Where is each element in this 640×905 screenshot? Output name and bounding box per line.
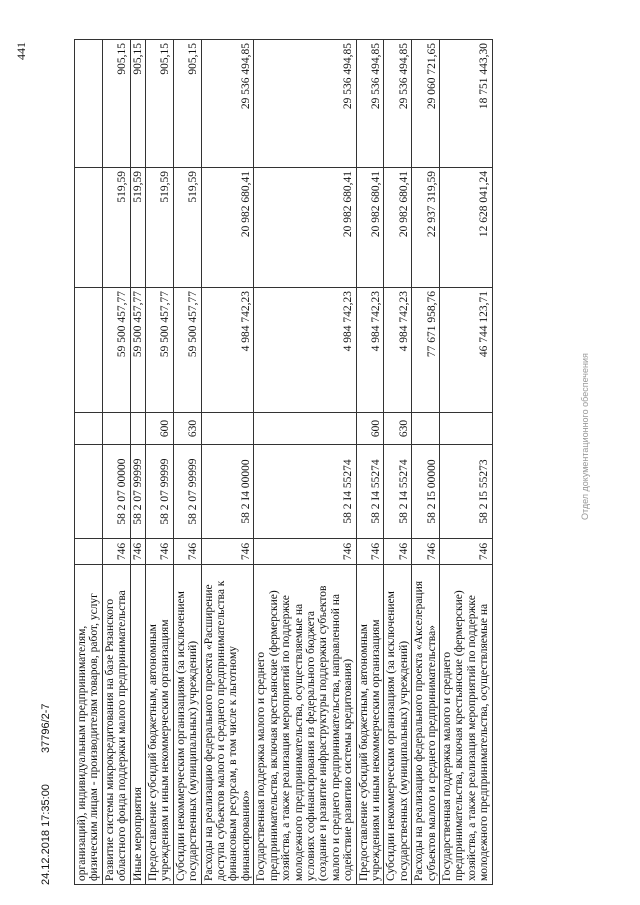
row-sum-1: 4 984 742,23	[356, 288, 384, 413]
row-sum-3: 905,15	[146, 40, 174, 168]
row-sum-1: 59 500 457,77	[102, 288, 130, 413]
footer-datetime: 24.12.2018 17:35:00	[40, 784, 52, 885]
table-row	[130, 40, 145, 885]
row-sum-2: 20 982 680,41	[384, 168, 412, 288]
row-name: Субсидии некоммерческим организациям (за исключением государственных (муниципальных) учреждений)	[173, 565, 201, 885]
row-sum-2: 20 982 680,41	[356, 168, 384, 288]
row-vr: 630	[384, 413, 412, 445]
row-sum-1: 59 500 457,77	[130, 288, 145, 413]
row-sum-2: 519,59	[130, 168, 145, 288]
row-csr: 58 2 07 99999	[146, 445, 174, 539]
row-sum-1: 77 671 958,76	[412, 288, 440, 413]
row-ved: 746	[130, 539, 145, 565]
row-sum-3: 29 536 494,85	[254, 40, 356, 168]
row-name: Расходы на реализацию федерального проекта «Акселерация субъектов малого и среднего предпринимательства»	[412, 565, 440, 885]
row-name: Предоставление субсидий бюджетным, автономным учреждениям и иным некоммерческим организациям	[356, 565, 384, 885]
row-ved: 746	[102, 539, 130, 565]
table-row	[412, 40, 440, 885]
row-csr: 58 2 I4 55274	[356, 445, 384, 539]
row-sum-2: 519,59	[146, 168, 174, 288]
table-row	[254, 40, 356, 885]
row-sum-1	[75, 288, 103, 413]
row-csr: 58 2 I4 55274	[254, 445, 356, 539]
row-csr: 58 2 07 00000	[102, 445, 130, 539]
row-name: Субсидии некоммерческим организациям (за исключением государственных (муниципальных) учреждений)	[384, 565, 412, 885]
row-ved: 746	[439, 539, 492, 565]
row-ved: 746	[356, 539, 384, 565]
table-row	[439, 40, 492, 885]
row-sum-3: 29 536 494,85	[384, 40, 412, 168]
row-name: Государственная поддержка малого и среднего предпринимательства, включая крестьянские (фермерские) хозяйства, а также реализация мероприятий по поддержке молодежного предпринимательства, осуществляемые на условиях софинансирования из федерального бюджета (создание и развитие инфраструктуры поддержки субъектов малого и среднего предпринимательства, направленной на содействие развитию системы кредитования)	[254, 565, 356, 885]
budget-table	[74, 39, 493, 885]
row-sum-1: 4 984 742,23	[254, 288, 356, 413]
table-row	[146, 40, 174, 885]
row-csr: 58 2 I5 55273	[439, 445, 492, 539]
footer	[40, 40, 62, 885]
row-vr	[102, 413, 130, 445]
row-sum-2: 22 937 319,59	[412, 168, 440, 288]
row-sum-3: 18 751 443,30	[439, 40, 492, 168]
row-name: Расходы на реализацию федерального проекта «Расширение доступа субъектов малого и среднего предпринимательства к финансовым ресурсам, в том числе к льготному финансированию»	[201, 565, 254, 885]
stamp-watermark: Отдел документационного обеспечения	[580, 353, 590, 520]
row-name: Иные мероприятия	[130, 565, 145, 885]
table-row	[102, 40, 130, 885]
row-sum-1: 59 500 457,77	[173, 288, 201, 413]
row-sum-3: 29 536 494,85	[356, 40, 384, 168]
row-sum-3: 29 060 721,65	[412, 40, 440, 168]
row-sum-1: 4 984 742,23	[201, 288, 254, 413]
row-sum-2: 519,59	[173, 168, 201, 288]
row-ved: 746	[384, 539, 412, 565]
row-sum-1: 46 744 123,71	[439, 288, 492, 413]
row-sum-1: 59 500 457,77	[146, 288, 174, 413]
page-number: 441	[14, 42, 28, 60]
row-vr	[254, 413, 356, 445]
footer-doc-code: 37796/2-7	[40, 703, 52, 753]
row-sum-3: 29 536 494,85	[201, 40, 254, 168]
row-vr	[130, 413, 145, 445]
row-ved: 746	[254, 539, 356, 565]
row-sum-1: 4 984 742,23	[384, 288, 412, 413]
table-row	[356, 40, 384, 885]
row-csr: 58 2 07 99999	[173, 445, 201, 539]
table-row	[173, 40, 201, 885]
row-sum-2: 20 982 680,41	[201, 168, 254, 288]
row-csr: 58 2 I4 00000	[201, 445, 254, 539]
row-ved: 746	[146, 539, 174, 565]
row-vr	[75, 413, 103, 445]
table-row	[384, 40, 412, 885]
row-name: Предоставление субсидий бюджетным, автономным учреждениям и иным некоммерческим организациям	[146, 565, 174, 885]
row-ved: 746	[201, 539, 254, 565]
row-sum-2: 12 628 041,24	[439, 168, 492, 288]
row-sum-2: 20 982 680,41	[254, 168, 356, 288]
row-name: Развитие системы микрокредитования на базе Рязанского областного фонда поддержки малого предпринимательства	[102, 565, 130, 885]
row-vr: 630	[173, 413, 201, 445]
row-name: организаций), индивидуальным предпринимателям, физическим лицам - производителям товаров, работ, услуг	[75, 565, 103, 885]
row-sum-3: 905,15	[102, 40, 130, 168]
row-sum-3	[75, 40, 103, 168]
rotated-page	[74, 40, 570, 885]
row-vr	[201, 413, 254, 445]
row-name: Государственная поддержка малого и среднего предпринимательства, включая крестьянские (фермерские) хозяйства, а также реализация мероприятий по поддержке молодежного предпринимательства, осуществляемые на	[439, 565, 492, 885]
row-csr: 58 2 I5 00000	[412, 445, 440, 539]
row-ved: 746	[173, 539, 201, 565]
row-sum-3: 905,15	[130, 40, 145, 168]
row-ved: 746	[412, 539, 440, 565]
row-vr: 600	[146, 413, 174, 445]
table-body	[75, 40, 493, 885]
table-row	[201, 40, 254, 885]
row-sum-2	[75, 168, 103, 288]
table-row	[75, 40, 103, 885]
row-vr	[412, 413, 440, 445]
row-sum-2: 519,59	[102, 168, 130, 288]
row-vr	[439, 413, 492, 445]
row-vr: 600	[356, 413, 384, 445]
row-csr: 58 2 I4 55274	[384, 445, 412, 539]
row-ved	[75, 539, 103, 565]
row-csr: 58 2 07 99999	[130, 445, 145, 539]
row-csr	[75, 445, 103, 539]
row-sum-3: 905,15	[173, 40, 201, 168]
